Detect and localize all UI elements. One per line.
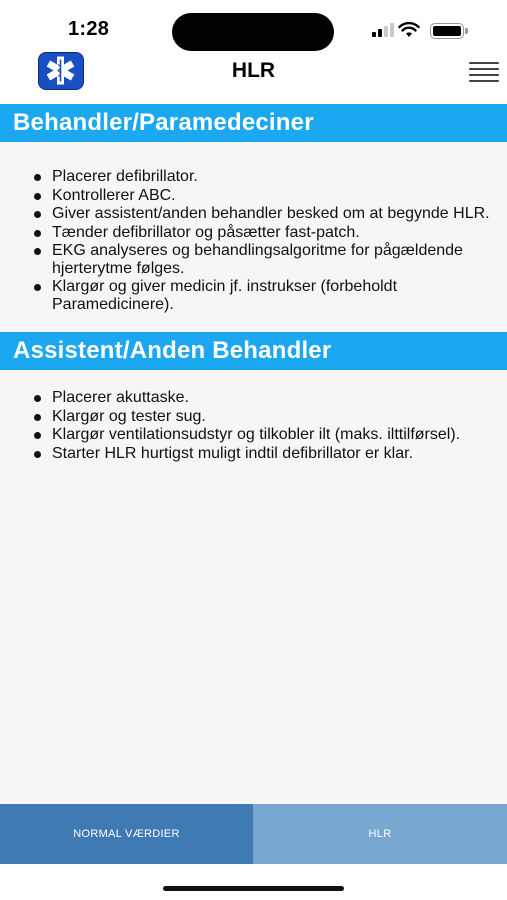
hamburger-menu-icon[interactable] [469,62,499,82]
section-header: Behandler/Paramedeciner [0,104,507,142]
list-item: Giver assistent/anden behandler besked om at begynde HLR. [32,205,507,223]
list-item: Klargør og giver medicin jf. instrukser (forbeholdt Paramedicinere). [32,278,507,313]
page-title: HLR [231,59,276,82]
list-item: Tænder defibrillator og påsætter fast-patch. [32,224,507,242]
tab-bar [0,804,507,864]
section-behandler [0,104,507,332]
list-item: Starter HLR hurtigst muligt indtil defibrillator er klar. [32,445,507,463]
list-item: Placerer defibrillator. [32,168,507,186]
list-item: Klargør ventilationsudstyr og tilkobler ilt (maks. ilttilførsel). [32,426,507,444]
status-time: 1:28 [68,18,110,40]
battery-icon [430,23,464,39]
task-list [0,168,507,313]
home-indicator-area [0,864,507,900]
home-indicator[interactable] [163,886,344,891]
list-item: Klargør og tester sug. [32,408,507,426]
tab-hlr[interactable]: HLR [253,804,507,864]
list-item: EKG analyseres og behandlingsalgoritme for pågældende hjerterytme følges. [32,242,507,277]
task-list [0,389,507,462]
dynamic-island [172,13,334,51]
nav-bar [0,52,507,104]
section-assistent [0,332,507,462]
content-area [0,104,507,804]
status-bar [0,0,507,52]
section-header: Assistent/Anden Behandler [0,332,507,370]
tab-normal-vaerdier[interactable]: NORMAL VÆRDIER [0,804,253,864]
signal-icon [372,23,396,37]
list-item: Placerer akuttaske. [32,389,507,407]
list-item: Kontrollerer ABC. [32,187,507,205]
wifi-icon [398,22,420,38]
